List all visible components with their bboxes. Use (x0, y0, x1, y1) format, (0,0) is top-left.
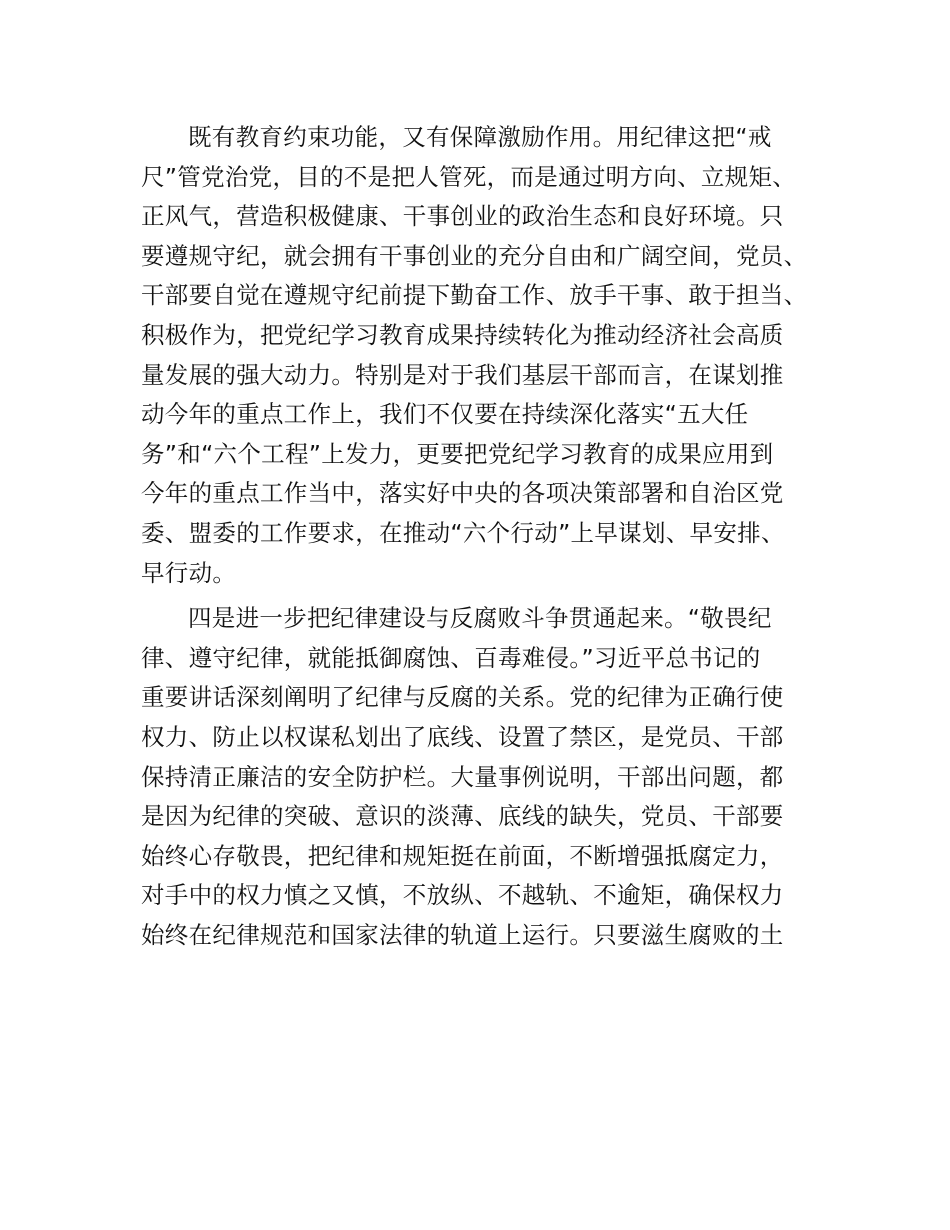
text-line: 保持清正廉洁的安全防护栏。大量事例说明，干部出问题，都 (141, 762, 784, 791)
text-line: 动今年的重点工作上，我们不仅要在持续深化落实“五大任 (141, 400, 749, 429)
text-line: 对手中的权力慎之又慎，不放纵、不越轨、不逾矩，确保权力 (141, 881, 784, 910)
text-line: 重要讲话深刻阐明了纪律与反腐的关系。党的纪律为正确行使 (141, 683, 784, 712)
text-line: 是因为纪律的突破、意识的淡薄、底线的缺失，党员、干部要 (141, 802, 784, 831)
text-line: 委、盟委的工作要求，在推动“六个行动”上早谋划、早安排、 (141, 518, 785, 547)
text-line: 律、遵守纪律，就能抵御腐蚀、百毒难侵。”习近平总书记的 (141, 643, 761, 672)
text-line: 务”和“六个工程”上发力，更要把党纪学习教育的成果应用到 (141, 439, 774, 468)
document-body (141, 118, 831, 955)
text-line: 始终心存敬畏，把纪律和规矩挺在前面，不断增强抵腐定力， (141, 841, 784, 870)
text-line: 今年的重点工作当中，落实好中央的各项决策部署和自治区党 (141, 479, 784, 508)
text-line: 既有教育约束功能，又有保障激励作用。用纪律这把“戒 (188, 123, 772, 151)
text-line: 早行动。 (141, 558, 237, 587)
text-line: 四是进一步把纪律建设与反腐败斗争贯通起来。“敬畏纪 (188, 604, 772, 633)
text-line: 尺”管党治党，目的不是把人管死，而是通过明方向、立规矩、 (141, 162, 797, 191)
text-line: 要遵规守纪，就会拥有干事创业的充分自由和广阔空间，党员、 (141, 241, 808, 270)
text-line: 正风气，营造积极健康、干事创业的政治生态和良好环境。只 (141, 202, 784, 231)
paragraph-anti-corruption (141, 599, 831, 955)
text-line: 权力、防止以权谋私划出了底线、设置了禁区，是党员、干部 (141, 722, 784, 751)
text-line: 始终在纪律规范和国家法律的轨道上运行。只要滋生腐败的土 (141, 920, 784, 949)
text-line: 量发展的强大动力。特别是对于我们基层干部而言，在谋划推 (141, 360, 784, 389)
paragraph-discipline-function (141, 118, 831, 593)
text-line: 干部要自觉在遵规守纪前提下勤奋工作、放手干事、敢于担当、 (141, 281, 808, 310)
text-line: 积极作为，把党纪学习教育成果持续转化为推动经济社会高质 (141, 320, 784, 349)
